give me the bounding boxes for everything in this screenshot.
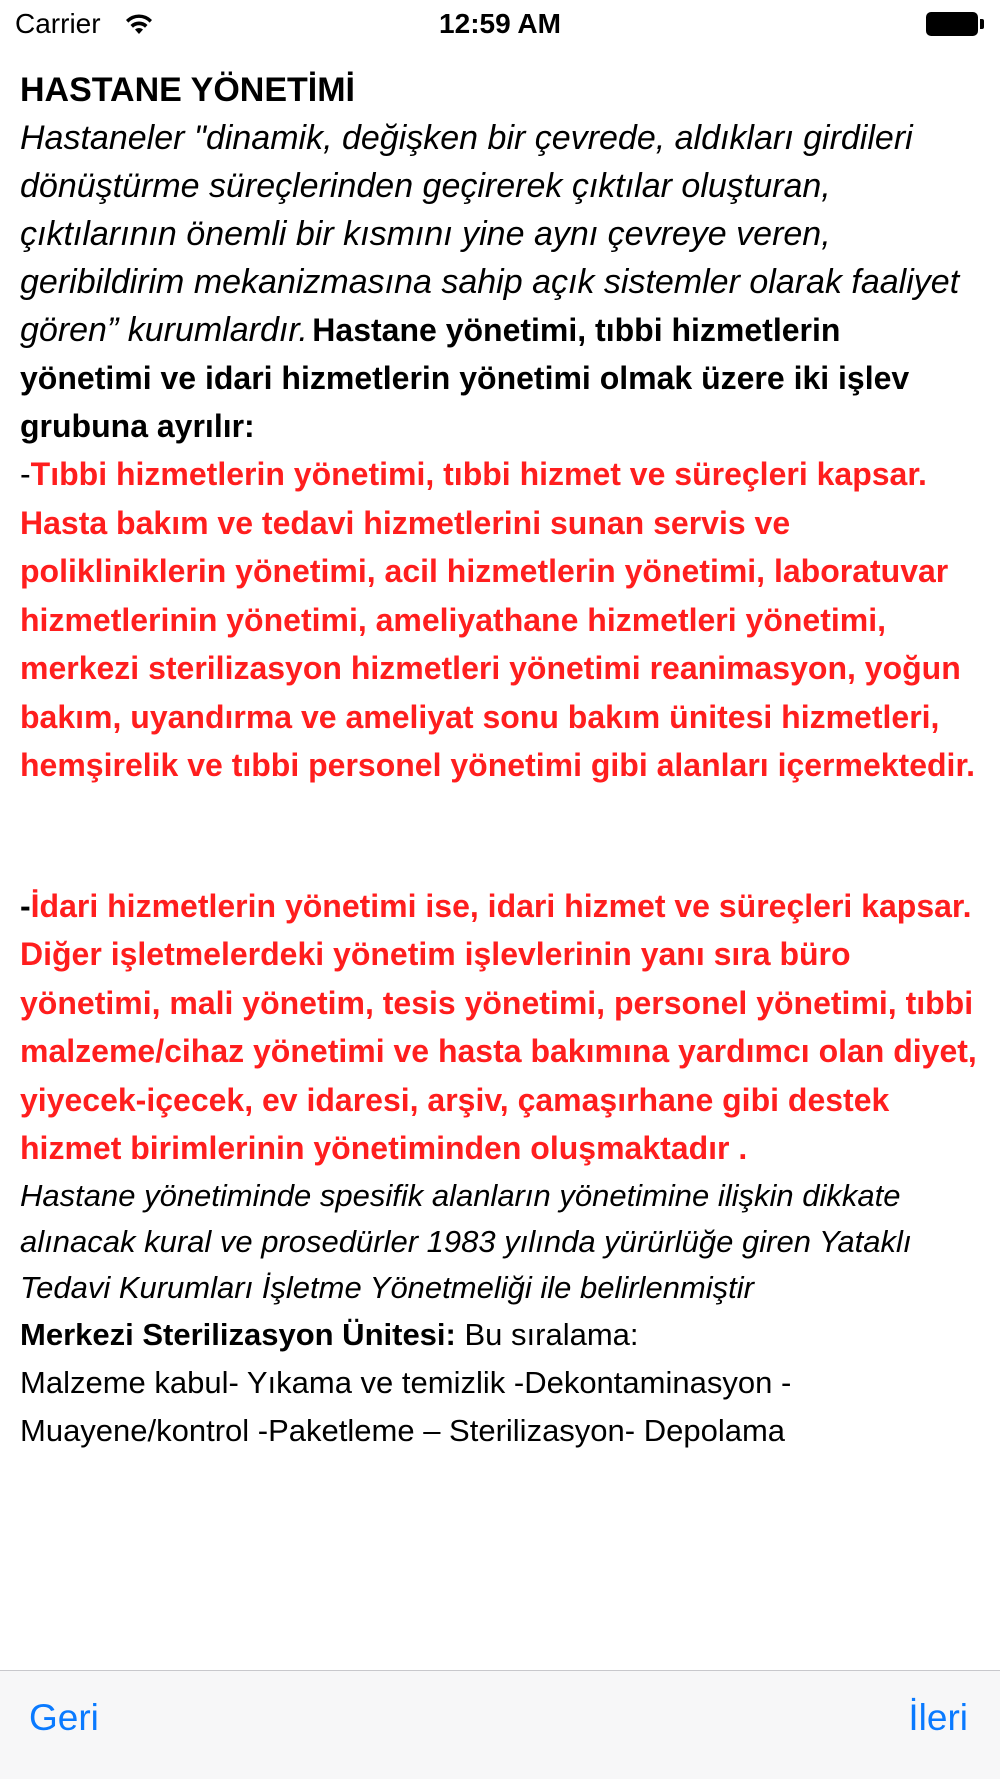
sterilization-paragraph: [20, 1311, 980, 1359]
admin-services-text: İdari hizmetlerin yönetimi ise, idari hizmet ve süreçleri kapsar. Diğer işletmelerdeki yönetim işlevlerinin yanı sıra büro yönetimi, mali yönetim, tesis yönetimi, personel yönetimi, tıbbi malzeme/cihaz yönetimi ve hasta bakımına yardımcı olan diyet, yiyecek-içecek, ev idaresi, arşiv, çamaşırhane gibi destek hizmet birimlerinin yönetiminden oluşmaktadır .: [20, 887, 977, 1166]
carrier-label: Carrier: [15, 8, 101, 39]
intro-paragraph: [20, 114, 980, 450]
sterilization-label: Merkezi Sterilizasyon Ünitesi:: [20, 1316, 456, 1352]
article-content[interactable]: [20, 66, 980, 1670]
intro-italic-text: Hastaneler "dinamik, değişken bir çevrede, aldıkları girdileri dönüştürme süreçlerinden geçirerek çıktılar oluşturan, çıktılarının önemli bir kısmını yine aynı çevreye veren, geribildirim mekanizmasına sahip açık sistemler olarak faaliyet gören” kurumlardır.: [20, 119, 960, 349]
article-title: HASTANE YÖNETİMİ: [20, 71, 355, 109]
medical-services-paragraph: [20, 450, 980, 790]
next-button[interactable]: İleri: [908, 1697, 968, 1738]
medical-services-text: Tıbbi hizmetlerin yönetimi, tıbbi hizmet ve süreçleri kapsar. Hasta bakım ve tedavi hizmetlerini sunan servis ve polikliniklerin yönetimi, acil hizmetlerin yönetimi, laboratuvar hizmetlerinin yönetimi, ameliyathane hizmetleri yönetimi, merkezi sterilizasyon hizmetleri yönetimi reanimasyon, yoğun bakım, uyandırma ve ameliyat sonu bakım ünitesi hizmetleri, hemşirelik ve tıbbi personel yönetimi gibi alanları içermektedir.: [20, 456, 976, 783]
sterilization-steps: Malzeme kabul- Yıkama ve temizlik -Dekontaminasyon -Muayene/kontrol -Paketleme – Sterilizasyon- Depolama: [20, 1364, 792, 1448]
admin-services-paragraph: [20, 882, 980, 1173]
medical-dash: -: [20, 456, 31, 492]
regulation-paragraph: Hastane yönetiminde spesifik alanların yönetimine ilişkin dikkate alınacak kural ve prosedürler 1983 yılında yürürlüğe giren Yataklı Tedavi Kurumları İşletme Yönetmeliği ile belirlenmiştir: [20, 1177, 912, 1305]
back-button[interactable]: Geri: [29, 1697, 99, 1738]
admin-dash: -: [20, 887, 31, 924]
sterilization-intro: Bu sıralama:: [455, 1316, 639, 1352]
bottom-toolbar: [0, 1670, 1000, 1779]
status-time: 12:59 AM: [439, 8, 561, 39]
intro-bold-text: Hastane yönetimi, tıbbi hizmetlerin yönetimi ve idari hizmetlerin yönetimi olmak üzere iki işlev grubuna ayrılır:: [20, 312, 910, 444]
spacer: [20, 790, 980, 882]
battery-icon: [926, 12, 984, 36]
status-bar: [0, 0, 1000, 50]
